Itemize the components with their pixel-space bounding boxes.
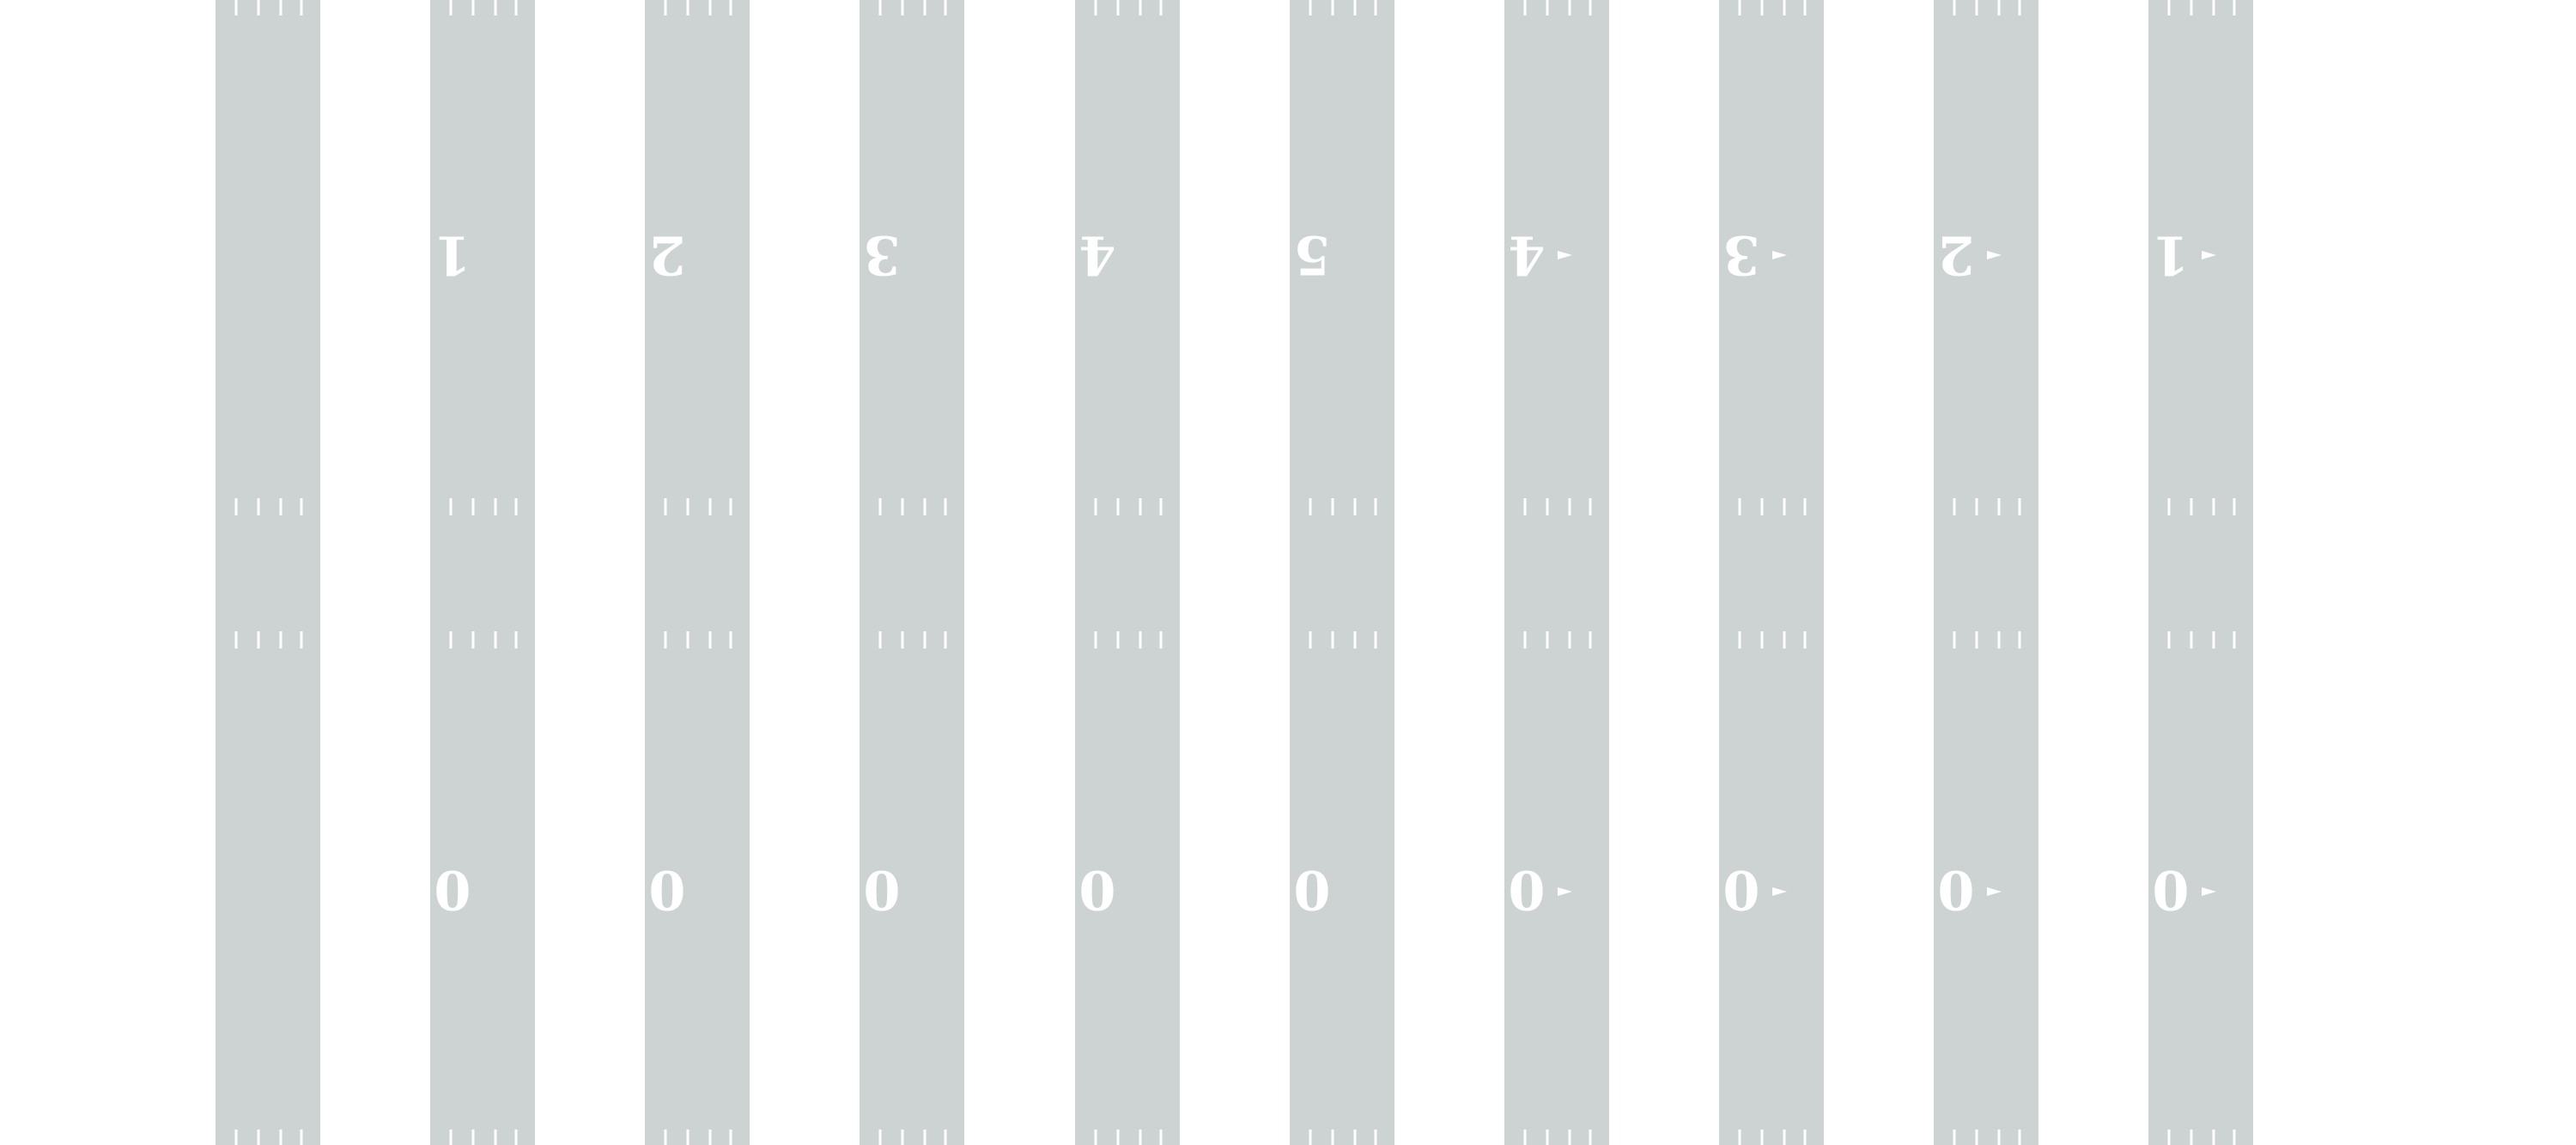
field-stripe-2 <box>430 0 535 1145</box>
field-stripes <box>216 0 2253 1145</box>
field-stripe-1 <box>216 0 320 1145</box>
field-stripe-7 <box>1504 0 1609 1145</box>
field-stripe-6 <box>1290 0 1394 1145</box>
field-stripe-3 <box>645 0 750 1145</box>
yard-number-top-4: 4 <box>1078 223 1116 287</box>
yard-number-bottom-1: 0 <box>434 860 471 923</box>
yard-number-top-9: 1 <box>2152 223 2190 287</box>
yard-number-bottom-8: 0 <box>1937 860 1975 923</box>
yard-number-top-8: 2 <box>1937 223 1975 287</box>
yard-number-bottom-2: 0 <box>648 860 686 923</box>
yard-number-top-6: 4 <box>1508 223 1546 287</box>
yard-number-top-2: 2 <box>648 223 686 287</box>
field-stripe-4 <box>860 0 964 1145</box>
yard-number-bottom-4: 0 <box>1078 860 1116 923</box>
yard-number-bottom-3: 0 <box>863 860 901 923</box>
yard-number-top-3: 3 <box>863 223 901 287</box>
yard-number-bottom-6: 0 <box>1508 860 1546 923</box>
yard-number-top-7: 3 <box>1722 223 1760 287</box>
yard-number-bottom-5: 0 <box>1293 860 1331 923</box>
field-stripe-8 <box>1719 0 1824 1145</box>
yard-number-top-1: 1 <box>434 223 471 287</box>
yard-number-top-5: 5 <box>1293 223 1331 287</box>
yard-number-bottom-9: 0 <box>2152 860 2190 923</box>
field-stripe-10 <box>2148 0 2253 1145</box>
field-stripe-5 <box>1075 0 1180 1145</box>
field-stripe-9 <box>1934 0 2038 1145</box>
yard-number-bottom-7: 0 <box>1722 860 1760 923</box>
